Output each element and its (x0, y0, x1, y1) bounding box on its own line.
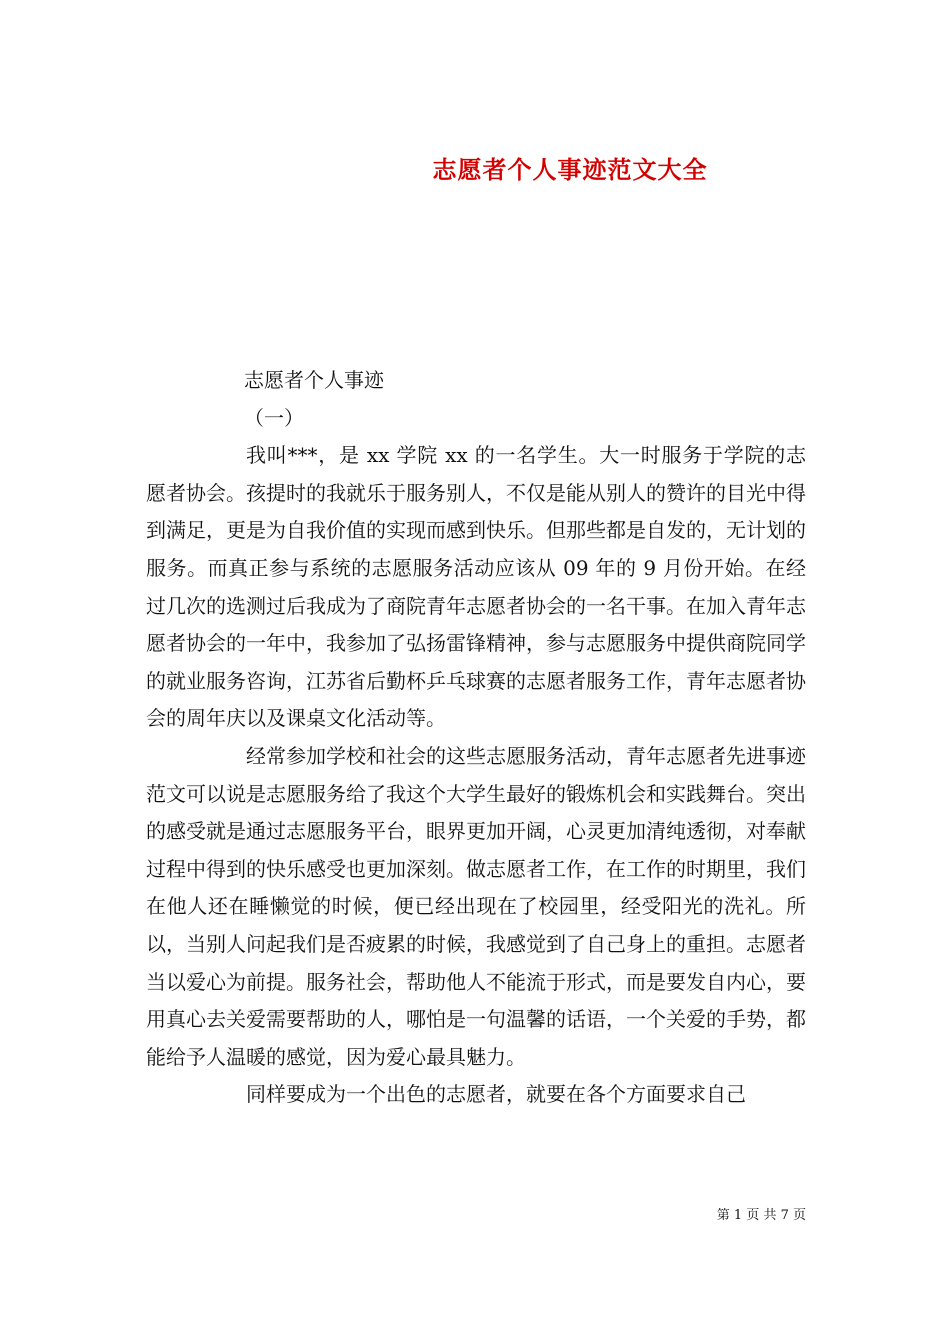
paragraph-3: 同样要成为一个出色的志愿者，就要在各个方面要求自己 (246, 1082, 746, 1107)
paragraph-1: 我叫***，是 xx 学院 xx 的一名学生。大一时服务于学院的志愿者协会。孩提时的我就乐于服务别人，不仅是能从别人的赞许的目光中得到满足，更是为自我价值的实现而感到快乐。但那些都是自发的，无计划的服务。而真正参与系统的志愿服务活动应该从 09 年的 9 月份开始。在经过几次的选测过后我成为了商院青年志愿者协会的一名干事。在加入青年志愿者协会的一年中，我参加了弘扬雷锋精神，参与志愿服务中提供商院同学的就业服务咨询，江苏省后勤杯乒乓球赛的志愿者服务工作，青年志愿者协会的周年庆以及课桌文化活动等。 (146, 443, 806, 731)
section-number: （一） (244, 405, 304, 430)
document-body (146, 362, 806, 1114)
page-title: 志愿者个人事迹范文大全 (432, 155, 708, 185)
section-heading: 志愿者个人事迹 (244, 368, 384, 392)
paragraph-2: 经常参加学校和社会的这些志愿服务活动，青年志愿者先进事迹范文可以说是志愿服务给了我这个大学生最好的锻炼机会和实践舞台。突出的感受就是通过志愿服务平台，眼界更加开阔，心灵更加清纯透彻，对奉献过程中得到的快乐感受也更加深刻。做志愿者工作，在工作的时期里，我们在他人还在睡懒觉的时候，便已经出现在了校园里，经受阳光的洗礼。所以，当别人问起我们是否疲累的时候，我感觉到了自己身上的重担。志愿者当以爱心为前提。服务社会，帮助他人不能流于形式，而是要发自内心，要用真心去关爱需要帮助的人，哪怕是一句温馨的话语，一个关爱的手势，都能给予人温暖的感觉，因为爱心最具魅力。 (146, 743, 806, 1069)
page-number: 第 1 页 共 7 页 (716, 1208, 806, 1223)
